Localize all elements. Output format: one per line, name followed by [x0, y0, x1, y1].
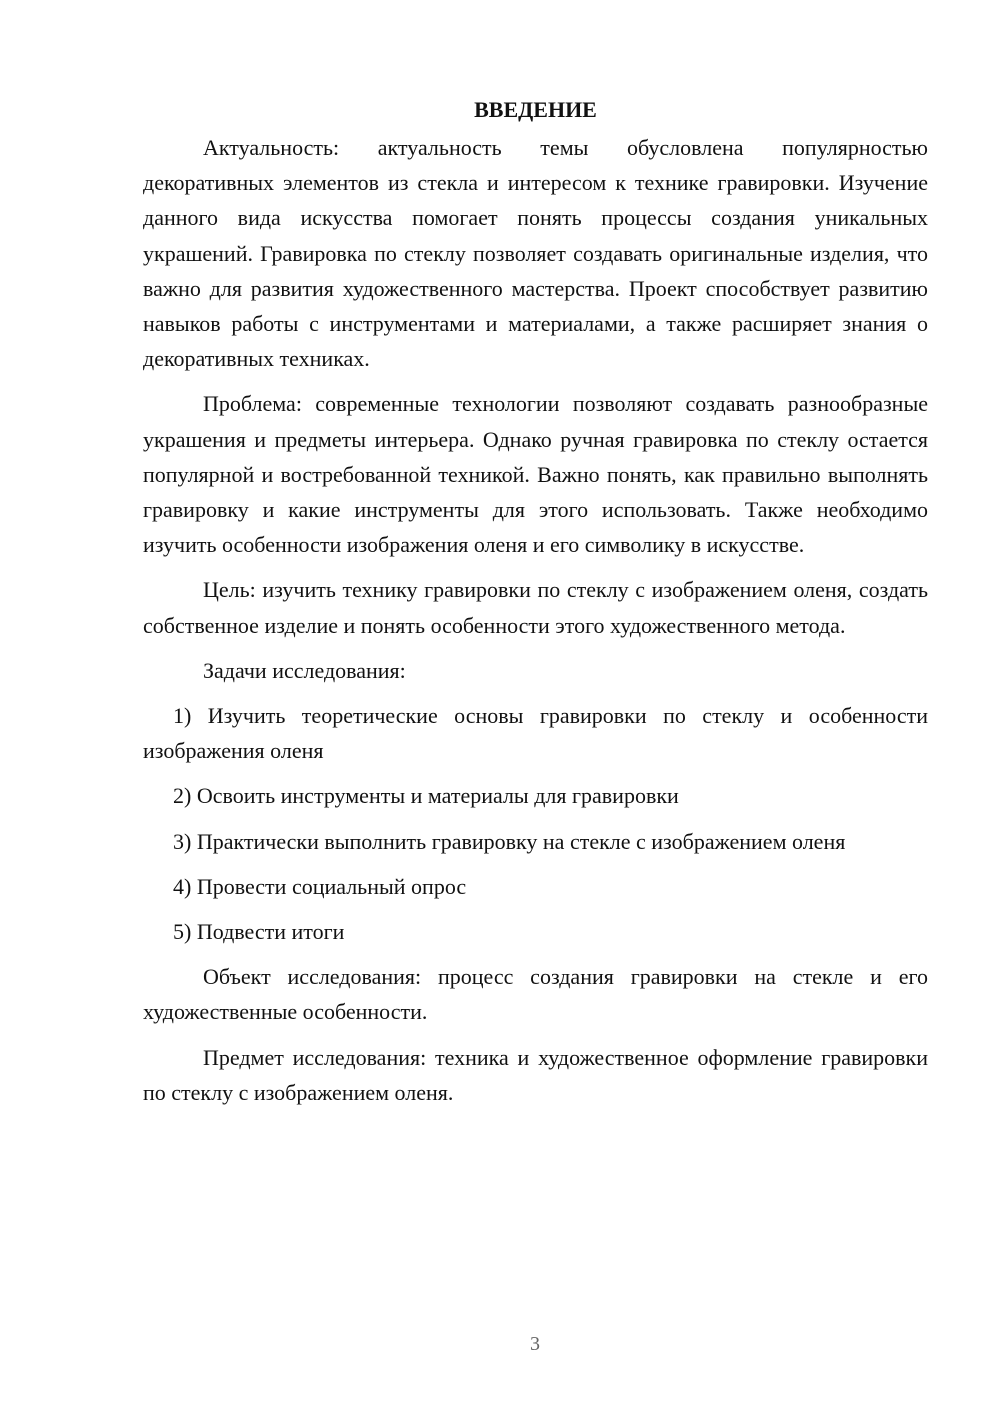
task-item: 1) Изучить теоретические основы гравировки по стеклу и особенности изображения оленя: [143, 703, 928, 764]
page-content: [143, 92, 928, 1120]
paragraph-object: Объект исследования: процесс создания гравировки на стекле и его художественные особенности.: [143, 964, 928, 1025]
paragraph-relevance: Актуальность: актуальность темы обусловлена популярностью декоративных элементов из стекла и интересом к технике гравировки. Изучение данного вида искусства помогает понять процессы создания уникальных украшений. Гравировка по стеклу позволяет создавать оригинальные изделия, что важно для развития художественного мастерства. Проект способствует развитию навыков работы с инструментами и материалами, а также расширяет знания о декоративных техниках.: [143, 135, 928, 372]
paragraph-problem: Проблема: современные технологии позволяют создавать разнообразные украшения и предметы интерьера. Однако ручная гравировка по стеклу остается популярной и востребованной техникой. Важно понять, как правильно выполнять гравировку и какие инструменты для этого использовать. Также необходимо изучить особенности изображения оленя и его символику в искусстве.: [143, 391, 928, 558]
paragraph-tasks-heading: Задачи исследования:: [203, 657, 406, 683]
page-number: 3: [530, 1333, 540, 1355]
section-title: ВВЕДЕНИЕ: [474, 97, 597, 122]
task-item: 4) Провести социальный опрос: [173, 873, 467, 899]
task-item: 2) Освоить инструменты и материалы для гравировки: [173, 783, 679, 809]
task-item: 5) Подвести итоги: [173, 919, 345, 945]
paragraph-subject: Предмет исследования: техника и художественное оформление гравировки по стеклу с изображением оленя.: [143, 1044, 928, 1105]
task-item: 3) Практически выполнить гравировку на стекле с изображением оленя: [173, 828, 846, 854]
paragraph-goal: Цель: изучить технику гравировки по стеклу с изображением оленя, создать собственное изделие и понять особенности этого художественного метода.: [143, 577, 928, 638]
